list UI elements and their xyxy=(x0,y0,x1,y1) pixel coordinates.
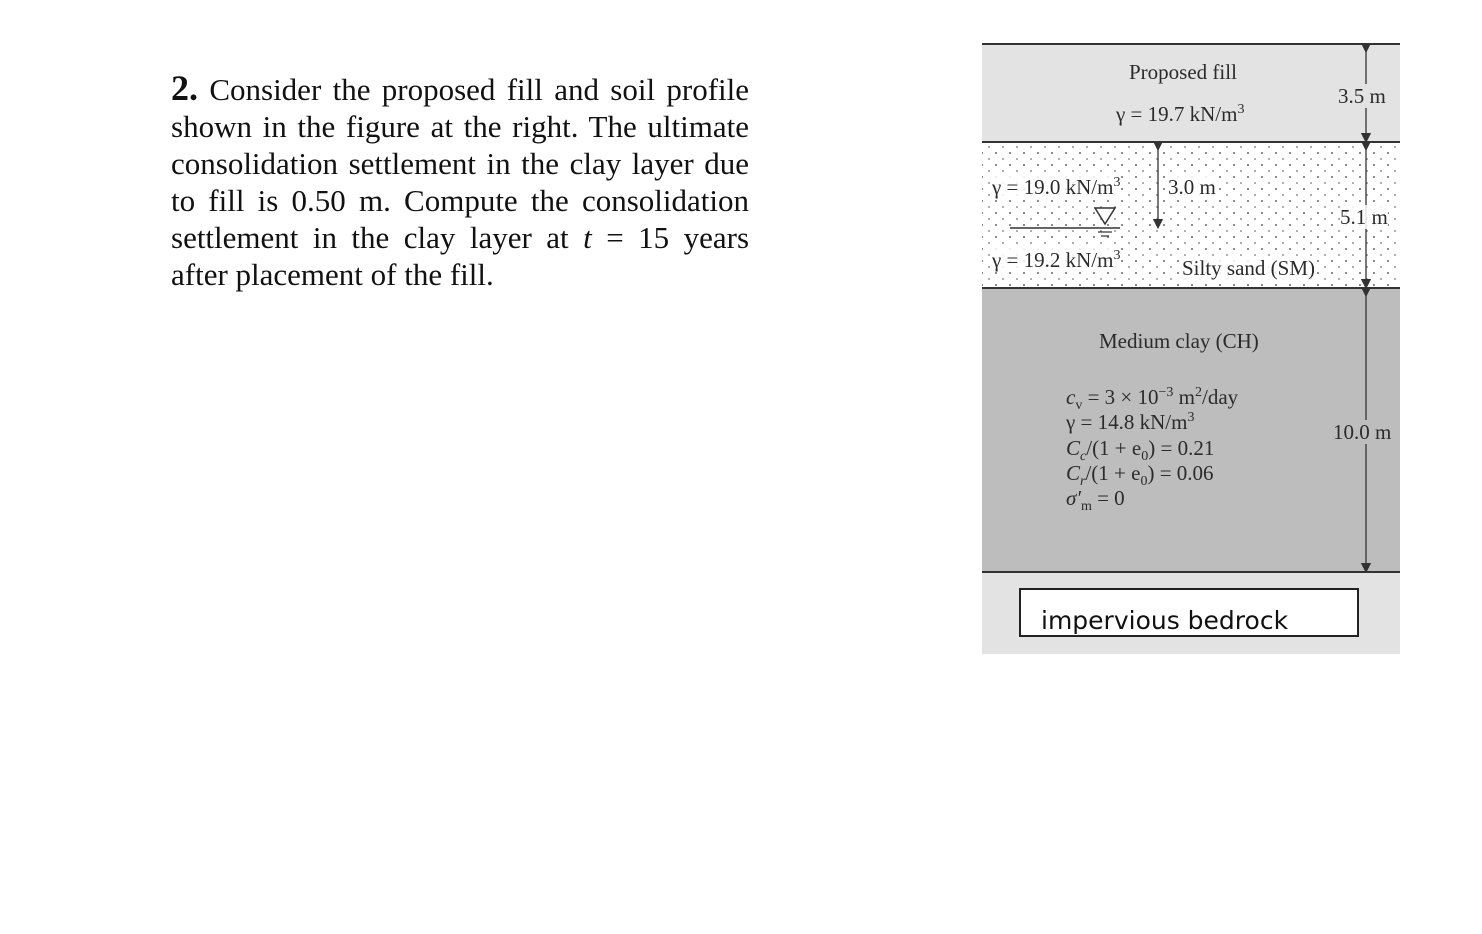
fill-thickness-label: 3.5 m xyxy=(1338,84,1386,108)
clay-name: Medium clay (CH) xyxy=(1099,329,1259,353)
clay-preconsolidation-margin: $\sigma'_m = 0$ xyxy=(1066,486,1125,515)
fill-unit-weight: γ = 19.7 $kN/m^3$ xyxy=(1116,102,1245,126)
sand-lower-unit-weight: γ = 19.2 $kN/m^3$ xyxy=(992,248,1121,272)
clay-cv: $c_v = 3 \times 10^{-3}$ $m^2$/day xyxy=(1066,385,1239,414)
soil-profile-figure xyxy=(980,42,1402,654)
fill-name: Proposed fill xyxy=(1129,60,1237,84)
clay-thickness-label: 10.0 m xyxy=(1333,420,1392,444)
clay-unit-weight: γ = 14.8 $kN/m^3$ xyxy=(1066,410,1195,434)
problem-text-part2: = 15 years after placement of the fill. xyxy=(171,220,750,292)
depth-to-water-label: 3.0 m xyxy=(1168,175,1216,199)
clay-recompression-ratio: $C_r/(1 + e_0) = 0.06$ xyxy=(1066,461,1214,490)
bedrock-label: impervious bedrock xyxy=(1019,588,1359,637)
clay-compression-ratio: $C_c/(1 + e_0) = 0.21$ xyxy=(1066,436,1215,465)
sand-upper-unit-weight: γ = 19.0 $kN/m^3$ xyxy=(992,175,1121,199)
sand-thickness-label: 5.1 m xyxy=(1340,205,1388,229)
time-symbol: t xyxy=(583,220,592,255)
problem-statement xyxy=(171,70,749,293)
sand-name: Silty sand (SM) xyxy=(1182,256,1316,280)
problem-number: 2. xyxy=(171,68,198,108)
problem-text-part1: Consider the proposed fill and soil profile shown in the figure at the right. The ultimate consolidation settlement in the clay layer due to fill is 0.50 m. Compute the consolidation settlement in the clay layer at xyxy=(171,72,750,255)
